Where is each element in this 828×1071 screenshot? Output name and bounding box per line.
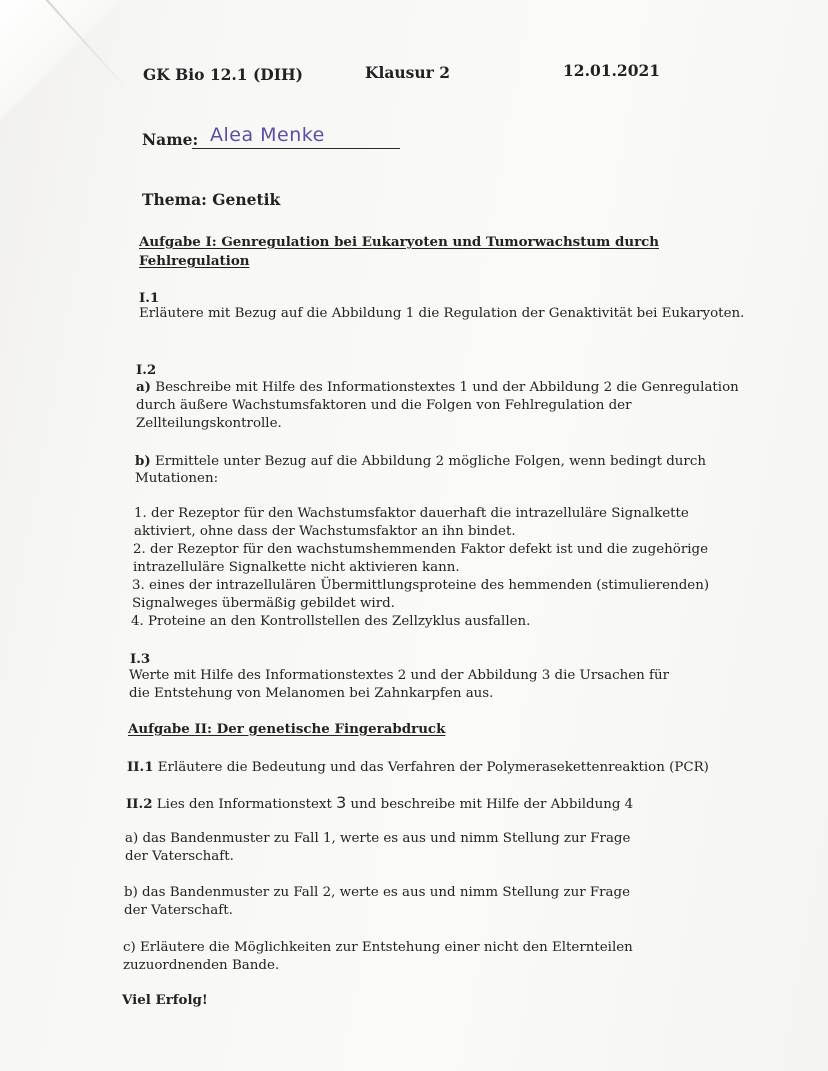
task-i2a-line3: Zellteilungskontrolle. bbox=[136, 416, 282, 431]
task-ii1-text: Erläutere die Bedeutung und das Verfahren der Polymerasekettenreaktion (PCR) bbox=[153, 760, 709, 775]
task-ii2-text-after: und beschreibe mit Hilfe der Abbildung 4 bbox=[346, 797, 634, 812]
mutation-item-line: 4. Proteine an den Kontrollstellen des Zellzyklus ausfallen. bbox=[131, 614, 531, 629]
task-i1-text: Erläutere mit Bezug auf die Abbildung 1 die Regulation der Genaktivität bei Eukaryoten. bbox=[139, 306, 745, 321]
mutation-item-line: 3. eines der intrazellulären Übermittlungsproteine des hemmenden (stimulierenden) bbox=[132, 578, 710, 593]
mutation-item-line: aktiviert, ohne dass der Wachstumsfaktor an ihn bindet. bbox=[134, 524, 516, 539]
task-i2a-line2: durch äußere Wachstumsfaktoren und die Folgen von Fehlregulation der bbox=[136, 398, 632, 413]
task-ii2-label: II.2 bbox=[126, 796, 153, 812]
mutation-item-line: intrazelluläre Signalkette nicht aktivieren kann. bbox=[133, 560, 460, 575]
task-ii2 bbox=[126, 794, 633, 814]
mutation-item-line: 2. der Rezeptor für den wachstumshemmenden Faktor defekt ist und die zugehörige bbox=[133, 542, 708, 557]
task-i3-line1: Werte mit Hilfe des Informationstextes 2 und der Abbildung 3 die Ursachen für bbox=[129, 668, 670, 683]
student-name-handwritten: Alea Menke bbox=[210, 124, 325, 146]
course-label: GK Bio 12.1 (DIH) bbox=[143, 65, 303, 84]
task-ii2b-line1: b) das Bandenmuster zu Fall 2, werte es aus und nimm Stellung zur Frage bbox=[124, 885, 631, 900]
mutation-item-line: 1. der Rezeptor für den Wachstumsfaktor dauerhaft die intrazelluläre Signalkette bbox=[134, 506, 689, 521]
task1-title-line2: Fehlregulation bbox=[139, 253, 250, 269]
task-ii2a-line1: a) das Bandenmuster zu Fall 1, werte es aus und nimm Stellung zur Frage bbox=[125, 831, 631, 846]
task-ii1-label: II.1 bbox=[127, 759, 154, 775]
exam-label: Klausur 2 bbox=[365, 63, 451, 82]
task-ii2-text-before: Lies den Informationstext bbox=[152, 797, 337, 812]
name-label: Name: bbox=[142, 130, 199, 149]
task-i2a-line1 bbox=[136, 378, 739, 397]
task-i2a-text: Beschreibe mit Hilfe des Informationstextes 1 und der Abbildung 2 die Genregulation bbox=[151, 380, 739, 395]
mutation-item-line: Signalweges übermäßig gebildet wird. bbox=[132, 596, 395, 611]
task-ii2a-line2: der Vaterschaft. bbox=[125, 849, 234, 864]
exam-date: 12.01.2021 bbox=[563, 61, 661, 80]
task-i2b-line2: Mutationen: bbox=[135, 471, 219, 486]
task-i3-line2: die Entstehung von Melanomen bei Zahnkarpfen aus. bbox=[129, 686, 494, 701]
task-i1-label: I.1 bbox=[139, 290, 160, 306]
topic-heading: Thema: Genetik bbox=[142, 190, 281, 209]
task-i3-label: I.3 bbox=[130, 651, 151, 667]
task1-title-line1: Aufgabe I: Genregulation bei Eukaryoten und Tumorwachstum durch bbox=[139, 234, 660, 250]
name-underline bbox=[192, 147, 400, 149]
handwritten-correction-number: 3 bbox=[336, 793, 347, 812]
task-ii2c-line2: zuzuordnenden Bande. bbox=[123, 958, 280, 973]
task-ii2c-line1: c) Erläutere die Möglichkeiten zur Entstehung einer nicht den Elternteilen bbox=[123, 940, 633, 955]
task-i2b-text: Ermittele unter Bezug auf die Abbildung 2 mögliche Folgen, wenn bedingt durch bbox=[150, 454, 706, 469]
task-i2b-prefix: b) bbox=[135, 453, 151, 469]
task-ii1 bbox=[127, 758, 709, 777]
task-i2-label: I.2 bbox=[136, 362, 157, 378]
task-ii2b-line2: der Vaterschaft. bbox=[124, 903, 233, 918]
closing-text: Viel Erfolg! bbox=[122, 992, 208, 1008]
task-i2b-line1 bbox=[135, 452, 706, 471]
task2-title: Aufgabe II: Der genetische Fingerabdruck bbox=[128, 721, 446, 737]
task-i2a-prefix: a) bbox=[136, 379, 152, 395]
